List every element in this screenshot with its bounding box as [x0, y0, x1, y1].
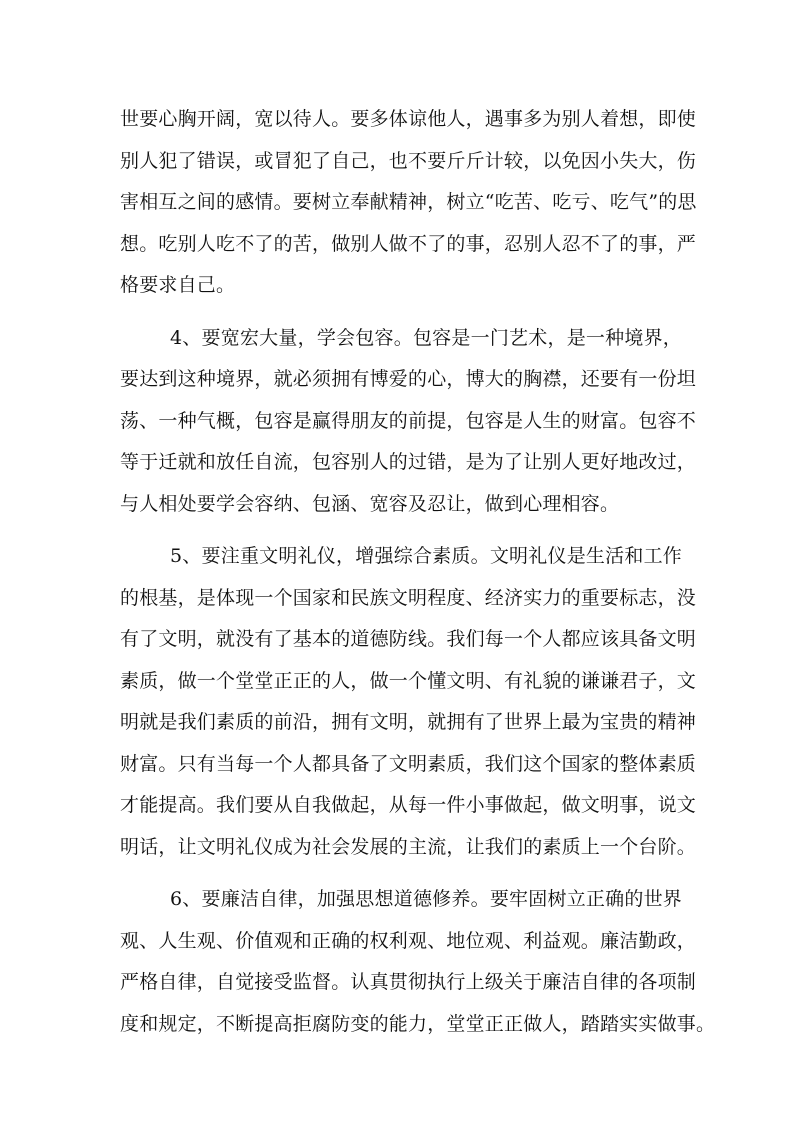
- paragraph-spacer: [120, 525, 682, 536]
- paragraph-spacer: [120, 307, 682, 318]
- paragraph-4: [120, 879, 716, 1045]
- document-body: [120, 99, 716, 1045]
- text-line: 荡、一种气概，包容是赢得朋友的前提，包容是人生的财富。包容不: [120, 409, 697, 432]
- text-line: 害相互之间的感情。要树立奉献精神，树立“吃苦、吃亏、吃气”的思: [120, 191, 697, 213]
- text-line: 才能提高。我们要从自我做起，从每一件小事做起，做文明事，说文: [120, 794, 697, 816]
- text-line: 与人相处要学会容纳、包涵、宽容及忍让，做到心理相容。: [120, 492, 620, 515]
- text-line: 的根基，是体现一个国家和民族文明程度、经济实力的重要标志，没: [120, 586, 697, 609]
- text-line: 格要求自己。: [120, 274, 236, 296]
- text-line: 等于迁就和放任自流，包容别人的过错，是为了让别人更好地改过，: [120, 451, 697, 473]
- text-line: 观、人生观、价值观和正确的权利观、地位观、利益观。廉洁勤政，: [120, 929, 697, 952]
- text-line: 世要心胸开阔，宽以待人。要多体谅他人，遇事多为别人着想，即使: [120, 108, 697, 130]
- paragraph-spacer: [120, 868, 682, 879]
- text-line: 明话，让文明礼仪成为社会发展的主流，让我们的素质上一个台阶。: [120, 835, 697, 858]
- text-line: 财富。只有当每一个人都具备了文明素质，我们这个国家的整体素质: [120, 752, 697, 775]
- text-line: 6、要廉洁自律，加强思想道德修养。要牢固树立正确的世界: [170, 888, 682, 910]
- text-line: 有了文明，就没有了基本的道德防线。我们每一个人都应该具备文明: [120, 628, 697, 650]
- text-line: 要达到这种境界，就必须拥有博爱的心，博大的胸襟，还要有一份坦: [120, 368, 697, 390]
- paragraph-2: [120, 318, 697, 526]
- text-line: 度和规定，不断提高拒腐防变的能力，堂堂正正做人，踏踏实实做事。: [120, 1012, 716, 1035]
- paragraph-1: [120, 99, 697, 307]
- text-line: 素质，做一个堂堂正正的人，做一个懂文明、有礼貌的谦谦君子，文: [120, 669, 697, 692]
- text-line: 5、要注重文明礼仪，增强综合素质。文明礼仪是生活和工作: [170, 545, 682, 567]
- text-line: 严格自律，自觉接受监督。认真贯彻执行上级关于廉洁自律的各项制: [120, 971, 697, 993]
- text-line: 明就是我们素质的前沿，拥有文明，就拥有了世界上最为宝贵的精神: [120, 711, 697, 733]
- text-line: 别人犯了错误，或冒犯了自己，也不要斤斤计较，以免因小失大，伤: [120, 149, 697, 172]
- paragraph-3: [120, 536, 697, 868]
- text-line: 4、要宽宏大量，学会包容。包容是一门艺术，是一种境界，: [170, 326, 682, 349]
- text-line: 想。吃别人吃不了的苦，做别人做不了的事，忍别人忍不了的事，严: [120, 232, 697, 255]
